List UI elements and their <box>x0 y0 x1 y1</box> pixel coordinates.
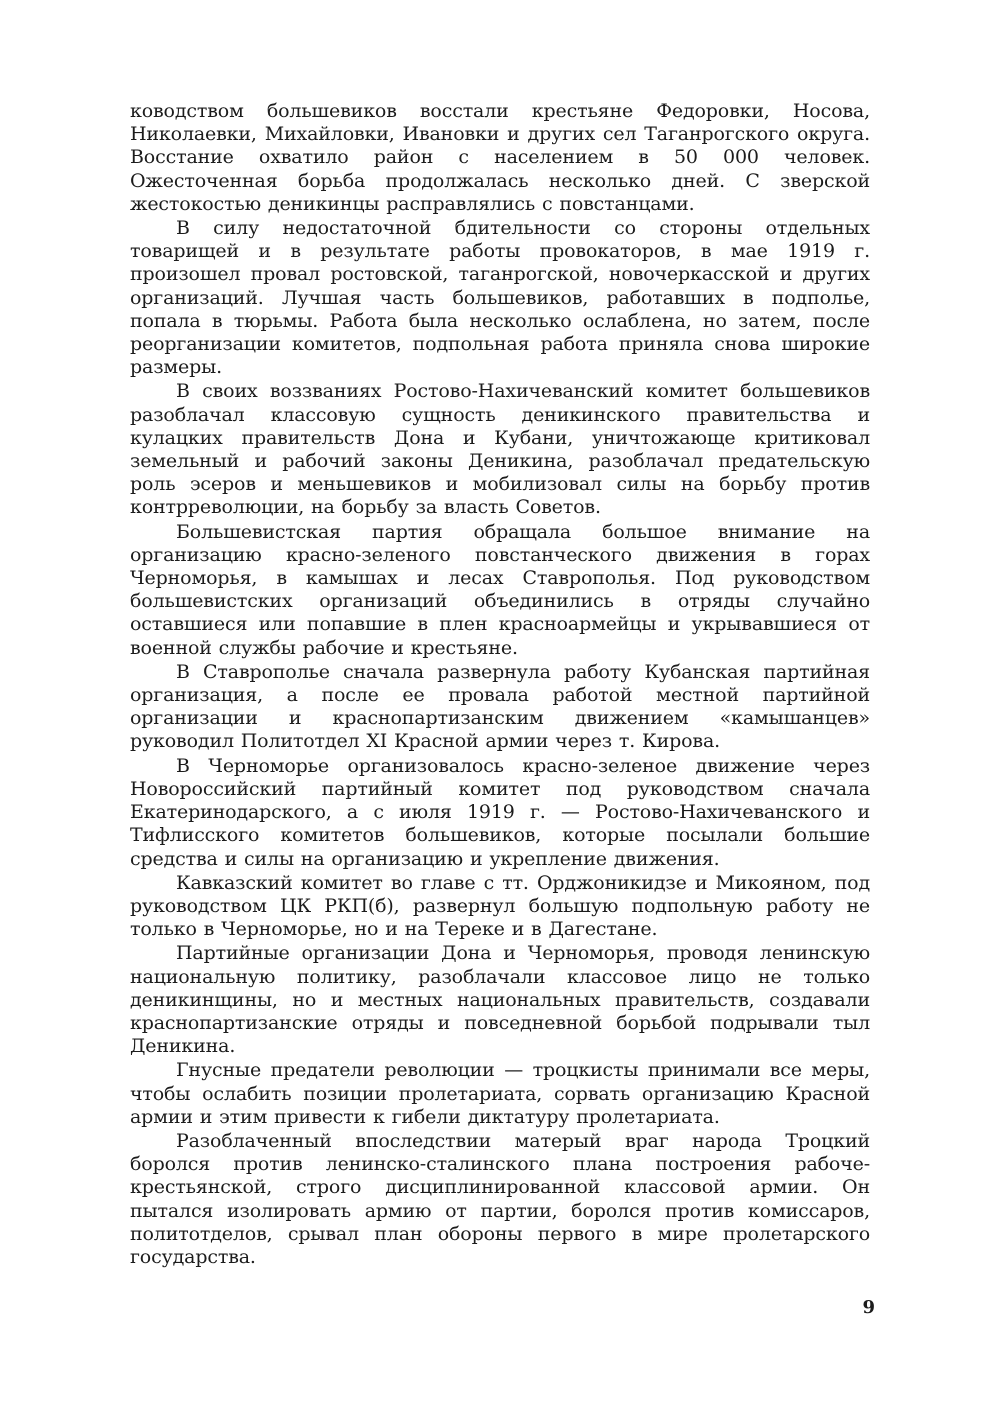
paragraph-4: Большевистская партия обращала большое внимание на организацию красно-зеленого повстанческого движения в горах Черноморья, в камышах и лесах Ставрополья. Под руководством большевистских организаций объединились в отряды случайно оставшиеся или попавшие в плен красноармейцы и укрывавшиеся от военной службы рабочие и крестьяне. <box>130 520 870 659</box>
document-body <box>130 100 870 1270</box>
paragraph-5: В Ставрополье сначала развернула работу Кубанская партийная организация, а после ее провала работой местной партийной организации и краснопартизанским движением «камышанцев» руководил Политотдел XI Красной армии через т. Кирова. <box>130 660 870 753</box>
paragraph-10: Разоблаченный впоследствии матерый враг народа Троцкий боролся против ленинско-сталинского плана построения рабоче-крестьянской, строго дисциплинированной классовой армии. Он пытался изолировать армию от партии, боролся против комиссаров, политотделов, срывал план обороны первого в мире пролетарского государства. <box>130 1129 870 1268</box>
paragraph-2: В силу недостаточной бдительности со стороны отдельных товарищей и в результате работы провокаторов, в мае 1919 г. произошел провал ростовской, таганрогской, новочеркасской и других организаций. Лучшая часть большевиков, работавших в подполье, попала в тюрьмы. Работа была несколько ослаблена, но затем, после реорганизации комитетов, подпольная работа приняла снова широкие размеры. <box>130 217 870 379</box>
page-number: 9 <box>862 1297 875 1318</box>
paragraph-9: Гнусные предатели революции — троцкисты принимали все меры, чтобы ослабить позиции пролетариата, сорвать организацию Красной армии и этим привести к гибели диктатуру пролетариата. <box>130 1059 870 1128</box>
paragraph-6: В Черноморье организовалось красно-зеленое движение через Новороссийский партийный комитет под руководством сначала Екатеринодарского, а с июля 1919 г. — Ростово-Нахичеванского и Тифлисского комитетов большевиков, которые посылали большие средства и силы на организацию и укрепление движения. <box>130 754 870 870</box>
paragraph-3: В своих воззваниях Ростово-Нахичеванский комитет большевиков разоблачал классовую сущность деникинского правительства и кулацких правительств Дона и Кубани, уничтожающе критиковал земельный и рабочий законы Деникина, разоблачал предательскую роль эсеров и меньшевиков и мобилизовал силы на борьбу против контрреволюции, на борьбу за власть Советов. <box>130 380 870 519</box>
paragraph-1: ководством большевиков восстали крестьяне Федоровки, Носова, Николаевки, Михайловки, Ивановки и других сел Таганрогского округа. Восстание охватило район с населением в 50 000 человек. Ожесточенная борьба продолжалась несколько дней. С зверской жестокостью деникинцы расправлялись с повстанцами. <box>130 100 870 215</box>
paragraph-7: Кавказский комитет во главе с тт. Орджоникидзе и Микояном, под руководством ЦК РКП(б), развернул большую подпольную работу не только в Черноморье, но и на Тереке и в Дагестане. <box>130 871 870 941</box>
paragraph-8: Партийные организации Дона и Черноморья, проводя ленинскую национальную политику, разоблачали классовое лицо не только деникинщины, но и местных национальных правительств, создавали краснопартизанские отряды и повседневной борьбой подрывали тыл Деникина. <box>130 942 870 1058</box>
